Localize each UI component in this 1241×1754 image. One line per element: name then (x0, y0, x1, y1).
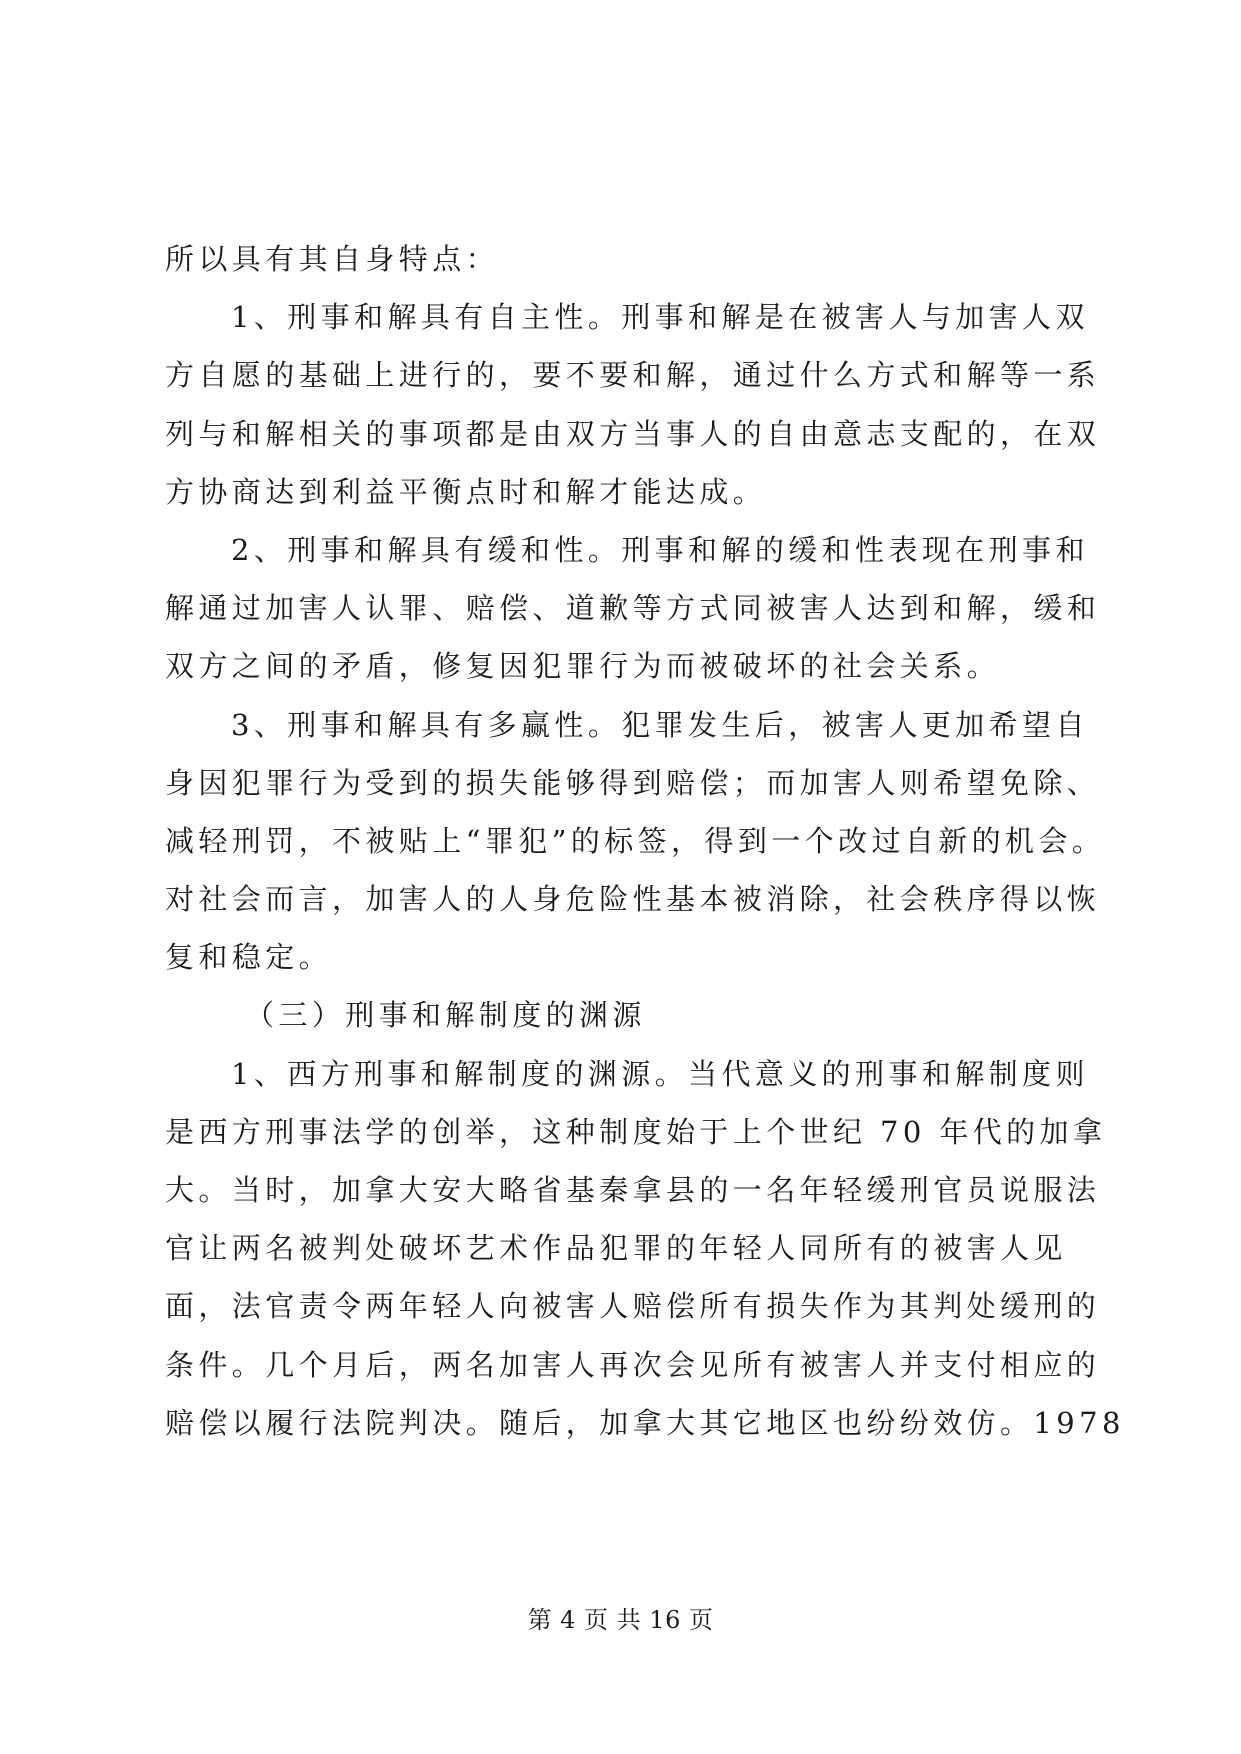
text-line: 2、刑事和解具有缓和性。刑事和解的缓和性表现在刑事和 (231, 532, 1089, 567)
text-line: 官让两名被判处破坏艺术作品犯罪的年轻人同所有的被害人见 (165, 1231, 1067, 1266)
page-number-footer: 第 4 页 共 16 页 (527, 1606, 714, 1634)
text-line: 方协商达到利益平衡点时和解才能达成。 (165, 474, 767, 509)
text-line: 3、刑事和解具有多赢性。犯罪发生后，被害人更加希望自 (231, 707, 1089, 742)
text-line: 身因犯罪行为受到的损失能够得到赔偿；而加害人则希望免除、 (165, 765, 1101, 800)
text-line: 对社会而言，加害人的人身危险性基本被消除，社会秩序得以恢 (165, 882, 1101, 917)
body-text (165, 230, 1125, 1452)
text-line: 1、刑事和解具有自主性。刑事和解是在被害人与加害人双 (231, 300, 1089, 335)
text-line: 方自愿的基础上进行的，要不要和解，通过什么方式和解等一系 (165, 358, 1101, 393)
text-line: 减轻刑罚，不被贴上“罪犯”的标签，得到一个改过自新的机会。 (165, 823, 1106, 858)
text-line: 条件。几个月后，两名加害人再次会见所有被害人并支付相应的 (165, 1347, 1101, 1382)
text-line: 1、西方刑事和解制度的渊源。当代意义的刑事和解制度则 (231, 1056, 1089, 1091)
text-line: 大。当时，加拿大安大略省基秦拿县的一名年轻缓刑官员说服法 (165, 1173, 1101, 1207)
text-line: 双方之间的矛盾，修复因犯罪行为而被破坏的社会关系。 (165, 649, 1001, 684)
text-line: 所以具有其自身特点： (165, 242, 500, 276)
text-line: 解通过加害人认罪、赔偿、道歉等方式同被害人达到和解，缓和 (165, 591, 1101, 626)
section-heading: （三）刑事和解制度的渊源 (245, 998, 646, 1033)
text-line: 列与和解相关的事项都是由双方当事人的自由意志支配的，在双 (165, 416, 1101, 451)
text-line: 面，法官责令两年轻人向被害人赔偿所有损失作为其判处缓刑的 (165, 1289, 1101, 1324)
text-line: 复和稳定。 (165, 940, 333, 975)
text-line: 赔偿以履行法院判决。随后，加拿大其它地区也纷纷效仿。1978 (165, 1405, 1125, 1440)
text-line: 是西方刑事法学的创举，这种制度始于上个世纪 70 年代的加拿 (165, 1114, 1107, 1149)
